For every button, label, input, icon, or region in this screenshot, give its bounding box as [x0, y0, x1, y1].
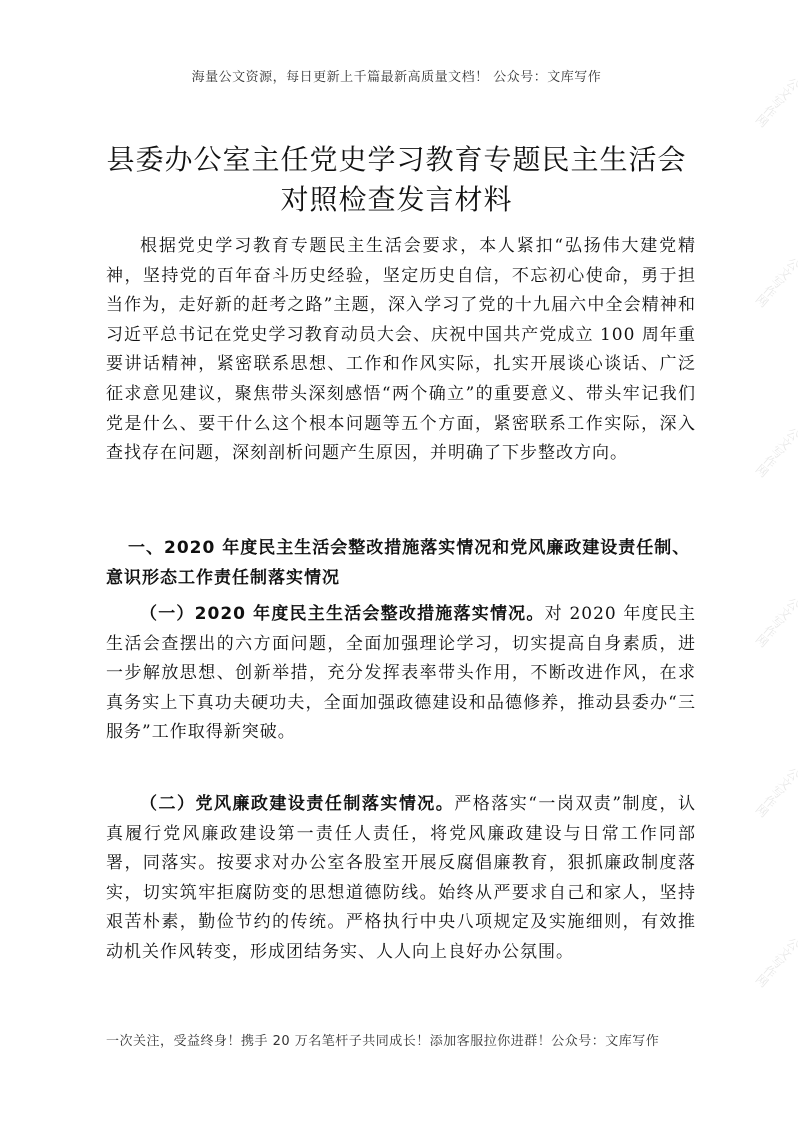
watermark: 公文写作网: [752, 764, 802, 820]
page-header: 海量公文资源，每日更新上千篇最新高质量文档！ 公众号：文库写作: [191, 70, 602, 85]
watermark: 公文写作网: [752, 74, 802, 130]
subsection-2-paragraph: [106, 790, 696, 968]
subsection-2-body: 严格落实“一岗双责”制度，认真履行党风廉政建设第一责任人责任，将党风廉政建设与日常工作同部署，同落实。按要求对办公室各股室开展反腐倡廉教育，狠抓廉政制度落实，切实筑牢拒腐防变的思想道德防线。始终从严要求自己和家人，坚持艰苦朴素，勤俭节约的传统。严格执行中央八项规定及实施细则，有效推动机关作风转变，形成团结务实、人人向上良好办公氛围。: [106, 794, 696, 962]
intro-paragraph: 根据党史学习教育专题民主生活会要求，本人紧扣“弘扬伟大建党精神，坚持党的百年奋斗历史经验，坚定历史自信，不忘初心使命，勇于担当作为，走好新的赶考之路”主题，深入学习了党的十九届六中全会精神和习近平总书记在党史学习教育动员大会、庆祝中国共产党成立 100 周年重要讲话精神，紧密联系思想、工作和作风实际，扎实开展谈心谈话、广泛征求意见建议，聚焦带头深刻感悟“两个确立”的重要意义、带头牢记我们党是什么、要干什么这个根本问题等五个方面，紧密联系工作实际，深入查找存在问题，深刻剖析问题产生原因，并明确了下步整改方向。: [106, 236, 696, 464]
subsection-1-paragraph: [106, 600, 696, 748]
page-footer: 一次关注，受益终身！携手 20 万名笔杆子共同成长！添加客服拉你进群！公众号：文库写作: [106, 1034, 660, 1049]
watermark: 公文写作网: [752, 254, 802, 310]
section-1-heading: 一、2020 年度民主生活会整改措施落实情况和党风廉政建设责任制、意识形态工作责任制落实情况: [106, 538, 691, 588]
subsection-1-body: 对 2020 年度民主生活会查摆出的六方面问题，全面加强理论学习，切实提高自身素质，进一步解放思想、创新举措，充分发挥表率带头作用，不断改进作风，在求真务实上下真功夫硬功夫，全面加强政德建设和品德修养，推动县委办“三服务”工作取得新突破。: [106, 604, 696, 743]
title-line-1: 县委办公室主任党史学习教育专题民主生活会: [106, 143, 687, 176]
title-line-2: 对照检查发言材料: [280, 183, 513, 216]
subsection-1-lead: （一）2020 年度民主生活会整改措施落实情况。: [140, 604, 545, 624]
watermark: 公文写作网: [752, 594, 802, 650]
watermark: 公文写作网: [752, 934, 802, 990]
watermark: 公文写作网: [752, 424, 802, 480]
subsection-2-lead: （二）党风廉政建设责任制落实情况。: [140, 794, 455, 814]
document-title: [60, 140, 733, 220]
